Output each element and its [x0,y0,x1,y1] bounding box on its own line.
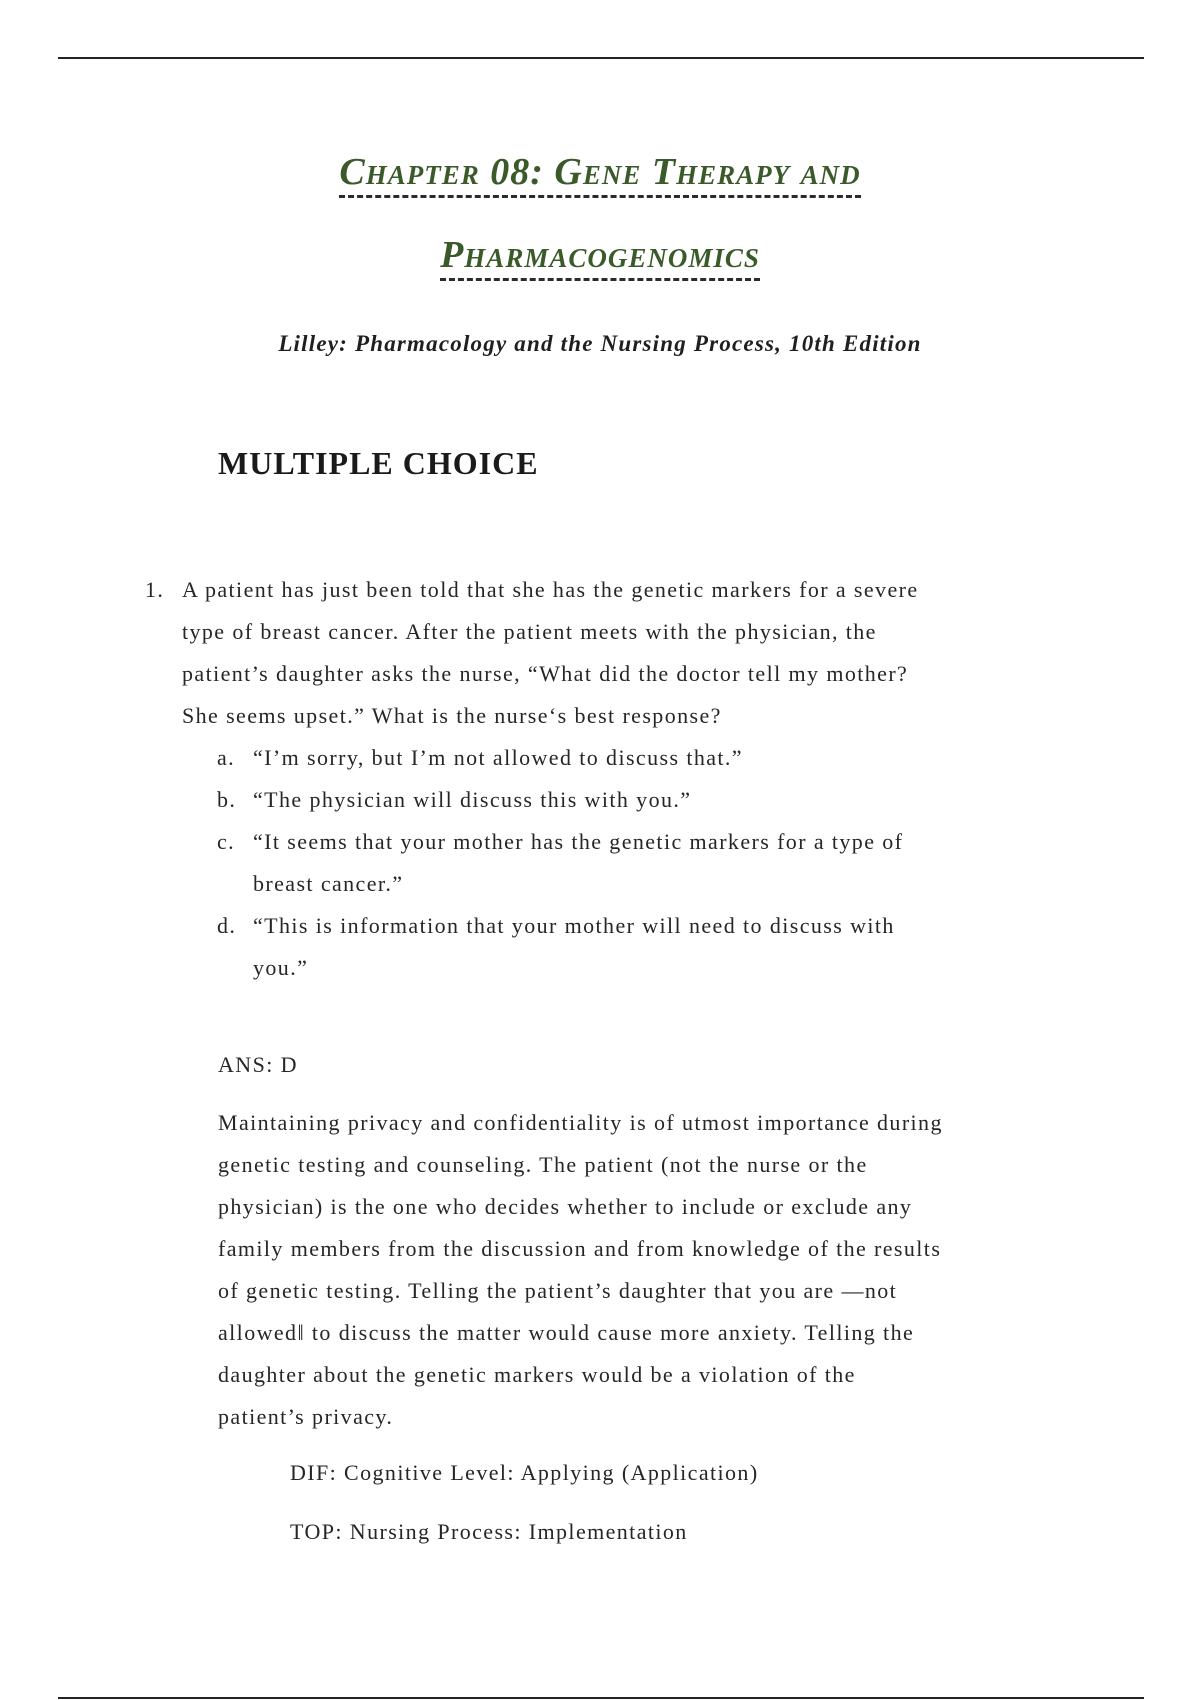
bottom-rule [58,1697,1144,1699]
rationale-line: family members from the discussion and from knowledge of the results [218,1236,942,1261]
question-number: 1. [145,577,165,602]
option-text-line: “I’m sorry, but I’m not allowed to discuss that.” [253,745,743,770]
topic-label: TOP: Nursing Process: Implementation [290,1519,688,1544]
option-d [217,905,1017,989]
option-text-line: “This is information that your mother will need to discuss with [253,913,895,938]
question-stem-line: type of breast cancer. After the patient meets with the physician, the [182,619,877,644]
option-letter: c. [217,829,236,854]
rationale [218,1102,1078,1438]
option-text-line: “The physician will discuss this with you.” [253,787,692,812]
section-heading: MULTIPLE CHOICE [218,445,539,481]
option-b [217,779,1017,821]
rationale-line: allowed‖ to discuss the matter would cause more anxiety. Telling the [218,1320,915,1345]
difficulty-label: DIF: Cognitive Level: Applying (Application) [290,1460,759,1485]
rationale-line: physician) is the one who decides whether to include or exclude any [218,1194,913,1219]
option-text-line: you.” [253,955,309,980]
question-stem [182,569,1022,737]
question-stem-line: A patient has just been told that she has the genetic markers for a severe [182,577,919,602]
rationale-line: Maintaining privacy and confidentiality is of utmost importance during [218,1110,943,1135]
option-text-line: “It seems that your mother has the genetic markers for a type of [253,829,904,854]
rationale-line: daughter about the genetic markers would be a violation of the [218,1362,856,1387]
option-letter: d. [217,913,237,938]
option-text-line: breast cancer.” [253,871,404,896]
rationale-line: genetic testing and counseling. The patient (not the nurse or the [218,1152,868,1177]
option-letter: a. [217,745,236,770]
option-c [217,821,1017,905]
top-rule [58,57,1144,59]
chapter-title-line-1 [0,153,1200,191]
answer-key: ANS: D [218,1052,298,1077]
chapter-title-line-2 [0,236,1200,274]
rationale-line: of genetic testing. Telling the patient’s daughter that you are ―not [218,1278,898,1303]
option-letter: b. [217,787,237,812]
question-stem-line: She seems upset.” What is the nurse‘s best response? [182,703,722,728]
question-stem-line: patient’s daughter asks the nurse, “What did the doctor tell my mother? [182,661,909,686]
book-subtitle: Lilley: Pharmacology and the Nursing Process, 10th Edition [278,331,922,356]
answer-options [217,737,1017,989]
option-a [217,737,1017,779]
rationale-line: patient’s privacy. [218,1404,394,1429]
chapter-title-text-2: Pharmacogenomics [440,234,760,281]
chapter-title-text-1: Chapter 08: Gene Therapy and [339,151,860,198]
